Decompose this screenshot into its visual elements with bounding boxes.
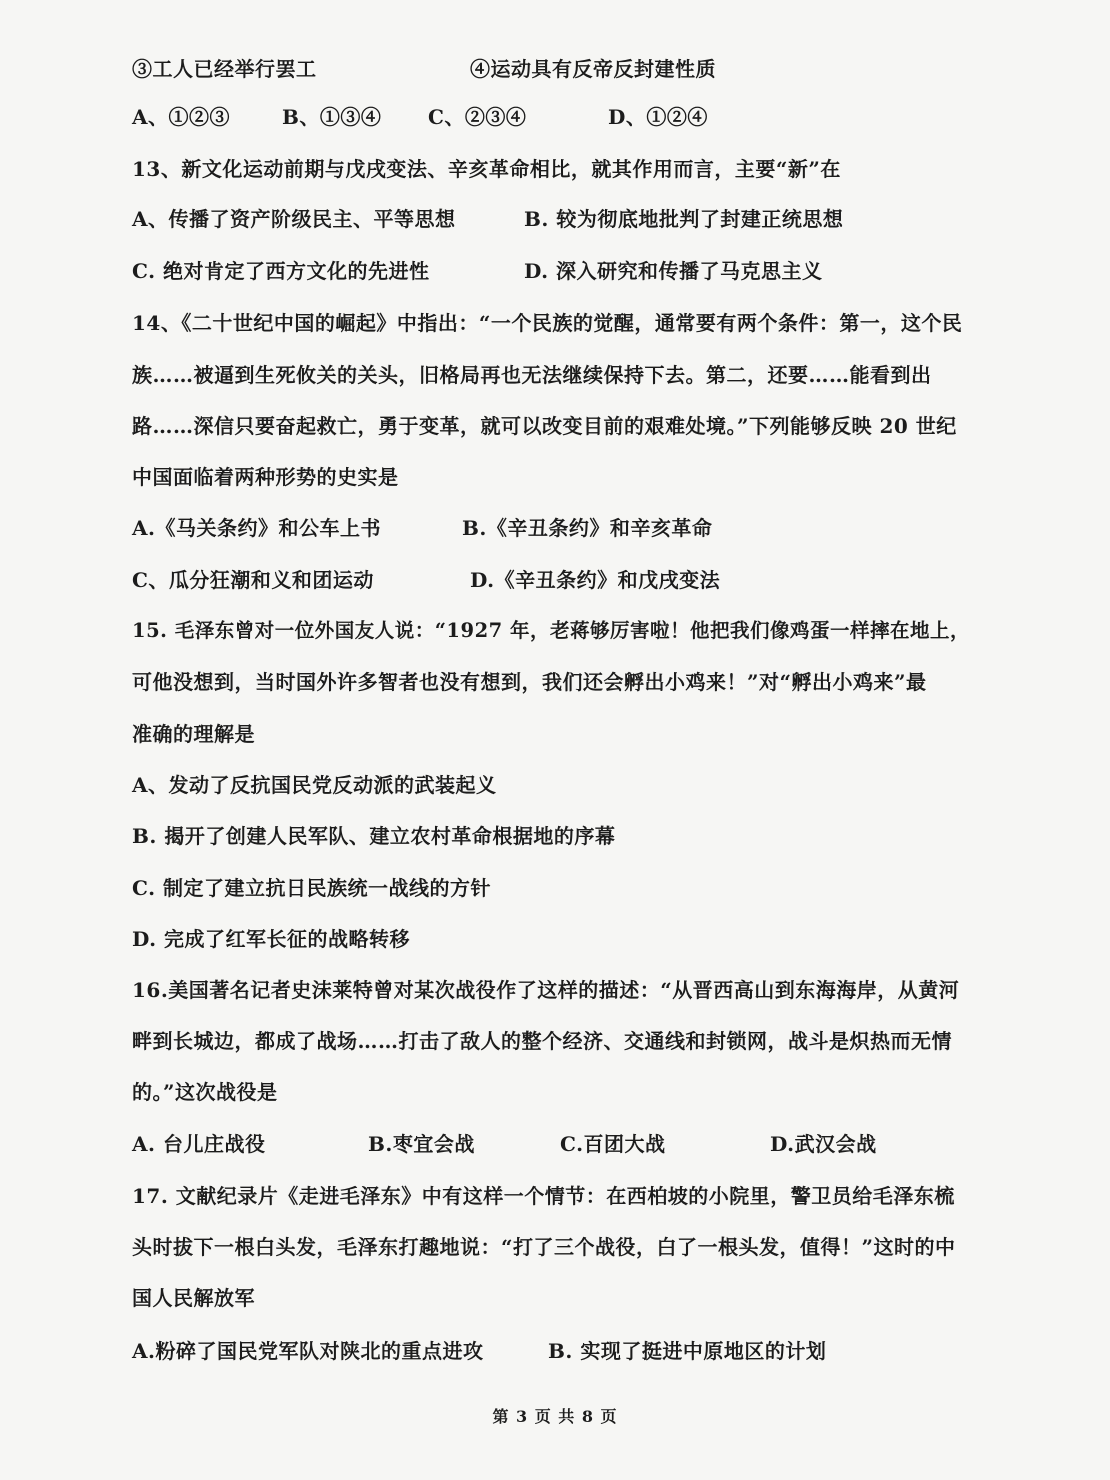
q16-option-d: D.武汉会战: [770, 1132, 877, 1156]
q12-statement-3: ③工人已经举行罢工: [132, 57, 317, 81]
q13-option-a: A、传播了资产阶级民主、平等思想: [132, 207, 456, 231]
q16-option-c: C.百团大战: [560, 1132, 666, 1156]
q16-option-b: B.枣宜会战: [368, 1132, 475, 1156]
q14-option-b: B.《辛丑条约》和辛亥革命: [462, 516, 713, 540]
q12-option-d: D、①②④: [608, 105, 708, 129]
q14-stem-text-2: 族……被逼到生死攸关的关头，旧格局再也无法继续保持下去。第二，还要……能看到出: [132, 363, 932, 387]
q14-option-c: C、瓜分狂潮和义和团运动: [132, 568, 374, 592]
q16-stem-text-1: 16.美国著名记者史沫莱特曾对某次战役作了这样的描述：“从晋西高山到东海海岸，从黄河: [132, 978, 960, 1002]
q14-option-a: A.《马关条约》和公车上书: [132, 516, 381, 540]
q15-option-c: C. 制定了建立抗日民族统一战线的方针: [132, 876, 491, 900]
q16-stem-text-3: 的。”这次战役是: [132, 1080, 278, 1104]
q14-stem-text-3: 路……深信只要奋起救亡，勇于变革，就可以改变目前的艰难处境。”下列能够反映 20 世纪: [132, 414, 957, 438]
q17-stem-text-3: 国人民解放军: [132, 1286, 255, 1310]
q12-option-a: A、①②③: [132, 105, 231, 129]
q13-option-b: B. 较为彻底地批判了封建正统思想: [524, 207, 844, 231]
q16-stem-text-2: 畔到长城边，都成了战场……打击了敌人的整个经济、交通线和封锁网，战斗是炽热而无情: [132, 1029, 952, 1053]
q12-option-b: B、①③④: [282, 105, 382, 129]
q15-option-a: A、发动了反抗国民党反动派的武装起义: [132, 773, 497, 797]
q16-option-a: A. 台儿庄战役: [132, 1132, 266, 1156]
q13-stem-text: 13、新文化运动前期与戊戌变法、辛亥革命相比，就其作用而言，主要“新”在: [132, 157, 841, 181]
q17-option-b: B. 实现了挺进中原地区的计划: [548, 1339, 827, 1363]
q14-stem-text-4: 中国面临着两种形势的史实是: [132, 465, 399, 489]
q17-stem-text-2: 头时拔下一根白头发，毛泽东打趣地说：“打了三个战役，白了一根头发，值得！”这时的中: [132, 1235, 956, 1259]
q15-stem-text-1: 15. 毛泽东曾对一位外国友人说：“1927 年，老蒋够厉害啦！他把我们像鸡蛋一样摔在地上，: [132, 619, 970, 642]
q13-option-c: C. 绝对肯定了西方文化的先进性: [132, 259, 430, 283]
q13-option-d: D. 深入研究和传播了马克思主义: [524, 259, 823, 283]
q12-statement-4: ④运动具有反帝反封建性质: [470, 57, 716, 81]
q17-option-a: A.粉碎了国民党军队对陕北的重点进攻: [132, 1339, 484, 1363]
q14-option-d: D.《辛丑条约》和戊戌变法: [470, 568, 721, 592]
q15-option-d: D. 完成了红军长征的战略转移: [132, 927, 411, 951]
page-number-footer: 第 3 页 共 8 页: [492, 1407, 618, 1426]
q15-stem-text-3: 准确的理解是: [132, 722, 255, 746]
q15-stem-text-2: 可他没想到，当时国外许多智者也没有想到，我们还会孵出小鸡来！”对“孵出小鸡来”最: [132, 670, 927, 694]
q15-option-b: B. 揭开了创建人民军队、建立农村革命根据地的序幕: [132, 824, 616, 848]
q14-stem-text-1: 14、《二十世纪中国的崛起》中指出：“一个民族的觉醒，通常要有两个条件：第一，这个民: [132, 311, 963, 335]
q12-option-c: C、②③④: [428, 105, 527, 129]
q17-stem-text-1: 17. 文献纪录片《走进毛泽东》中有这样一个情节：在西柏坡的小院里，警卫员给毛泽东梳: [132, 1184, 955, 1208]
